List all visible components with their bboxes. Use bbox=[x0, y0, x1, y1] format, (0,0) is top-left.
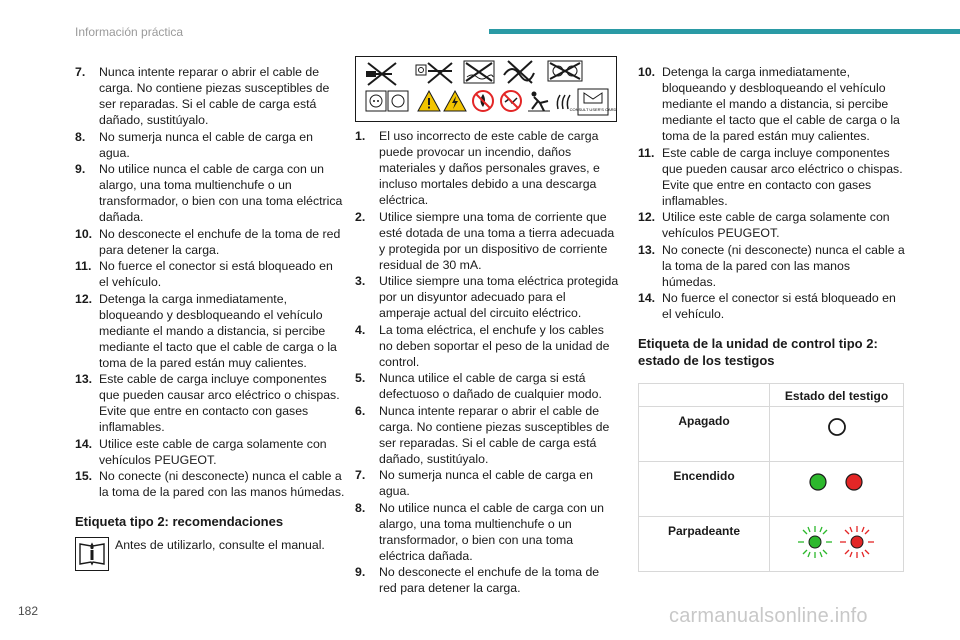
warning-list bbox=[355, 128, 620, 596]
manual-note bbox=[75, 537, 345, 571]
indicator-status-table bbox=[638, 383, 904, 572]
header-accent-bar bbox=[489, 29, 960, 34]
no-pulling-icon bbox=[504, 61, 534, 83]
item-text: No conecte (ni desconecte) nunca el cable a la toma de la pared con las manos húmedas. bbox=[662, 242, 905, 289]
item-number: 9. bbox=[75, 162, 86, 176]
item-number: 2. bbox=[355, 209, 366, 224]
list-item bbox=[355, 128, 620, 208]
item-number: 13. bbox=[75, 372, 93, 386]
status-icons bbox=[770, 517, 904, 572]
item-text: Detenga la carga inmediatamente, bloqueando y desbloqueando el vehículo mediante el mando a distancia, si percibe mediante el tacto que el cable de carga o la toma de la pared están muy calientes. bbox=[662, 65, 900, 143]
item-text: Utilice este cable de carga solamente con vehículos PEUGEOT. bbox=[662, 210, 890, 240]
status-label: Encendido bbox=[639, 462, 770, 517]
item-text: No sumerja nunca el cable de carga en agua. bbox=[379, 468, 593, 498]
item-number: 13. bbox=[638, 242, 656, 257]
column-left bbox=[75, 64, 345, 571]
red-blinking-indicator-icon bbox=[840, 526, 874, 558]
column-right bbox=[638, 64, 906, 572]
list-item bbox=[638, 242, 906, 290]
item-text: No conecte (ni desconecte) nunca el cable a la toma de la pared con las manos húmedas. bbox=[99, 469, 345, 499]
item-text: No fuerce el conector si está bloqueado en el vehículo. bbox=[662, 291, 896, 321]
hot-surface-icon bbox=[557, 95, 570, 109]
page-number: 182 bbox=[18, 604, 39, 618]
list-item bbox=[75, 436, 345, 468]
status-icons bbox=[770, 462, 904, 517]
table-header: Estado del testigo bbox=[770, 384, 904, 407]
watermark: carmanualsonline.info bbox=[669, 605, 868, 627]
list-item bbox=[355, 500, 620, 564]
item-text: Nunca utilice el cable de carga si está defectuoso o dañado de cualquier modo. bbox=[379, 371, 602, 401]
item-number: 15. bbox=[75, 469, 93, 483]
item-text: No fuerce el conector si está bloqueado en el vehículo. bbox=[99, 259, 333, 289]
item-number: 10. bbox=[75, 226, 93, 241]
item-text: El uso incorrecto de este cable de carga puede provocar un incendio, daños materiales y daños personales graves, e incluso mortales debido a una descarga eléctrica. bbox=[379, 129, 600, 207]
no-water-icon bbox=[464, 61, 494, 83]
column-middle bbox=[355, 128, 620, 597]
earthed-socket-icon bbox=[366, 91, 408, 111]
item-text: Utilice siempre una toma eléctrica protegida por un disyuntor adecuado para el amperaje actual del circuito eléctrico. bbox=[379, 274, 619, 320]
list-item bbox=[355, 209, 620, 273]
section-heading: Etiqueta tipo 2: recomendaciones bbox=[75, 514, 284, 529]
list-item bbox=[638, 145, 906, 209]
green-indicator-icon bbox=[810, 474, 826, 490]
list-item bbox=[75, 371, 345, 435]
item-number: 1. bbox=[355, 129, 366, 143]
green-blinking-indicator-icon bbox=[798, 526, 832, 558]
item-number: 3. bbox=[355, 274, 366, 288]
item-text: No desconecte el enchufe de la toma de red para detener la carga. bbox=[99, 226, 341, 257]
list-item bbox=[75, 161, 345, 225]
warning-triangle-icon bbox=[418, 91, 440, 111]
item-text: No desconecte el enchufe de la toma de red para detener la carga. bbox=[379, 565, 600, 595]
no-spark-icon bbox=[501, 91, 521, 111]
list-item bbox=[638, 290, 906, 322]
list-item bbox=[75, 64, 345, 128]
item-text: Este cable de carga incluye componentes que pueden causar arco eléctrico o chispas. Evite que entre en contacto con gases inflamables. bbox=[99, 372, 340, 434]
item-text: Nunca intente reparar o abrir el cable de carga. No contiene piezas susceptibles de ser reparadas. Si el cable de carga está dañado, sustitúyalo. bbox=[99, 65, 330, 127]
read-manual-icon bbox=[75, 537, 109, 571]
item-number: 4. bbox=[355, 322, 366, 337]
item-number: 14. bbox=[75, 436, 93, 451]
no-multi-socket-icon bbox=[416, 63, 452, 83]
table-row bbox=[639, 407, 904, 462]
list-item bbox=[75, 468, 345, 500]
table-header-row bbox=[639, 384, 904, 407]
list-item bbox=[638, 209, 906, 241]
item-number: 9. bbox=[355, 565, 366, 579]
item-text: Utilice siempre una toma de corriente que esté dotada de una toma a tierra adecuada y protegida por un dispositivo de corriente residual de 30 mA. bbox=[379, 209, 615, 272]
item-text: No utilice nunca el cable de carga con un alargo, una toma multienchufe o un transformador, o bien con una toma eléctrica dañada. bbox=[379, 500, 604, 563]
item-number: 8. bbox=[355, 500, 366, 515]
item-text: Utilice este cable de carga solamente con vehículos PEUGEOT. bbox=[99, 436, 327, 467]
electric-hazard-icon bbox=[444, 91, 466, 111]
list-item bbox=[75, 226, 345, 258]
table-row bbox=[639, 517, 904, 572]
table-row bbox=[639, 462, 904, 517]
list-item bbox=[355, 322, 620, 370]
item-number: 11. bbox=[638, 145, 655, 160]
item-text: No utilice nunca el cable de carga con un alargo, una toma multienchufe o un transformador, o bien con una toma eléctrica dañada. bbox=[99, 162, 343, 224]
list-item bbox=[355, 273, 620, 321]
off-indicator-icon bbox=[825, 415, 849, 439]
item-text: La toma eléctrica, el enchufe y los cables no deben soportar el peso de la unidad de control. bbox=[379, 322, 610, 369]
no-adapter-icon bbox=[366, 63, 396, 85]
item-number: 11. bbox=[75, 259, 92, 273]
item-text: Este cable de carga incluye componentes que pueden causar arco eléctrico o chispas. Evite que entre en contacto con gases inflamables. bbox=[662, 145, 903, 208]
no-damaged-plug-icon bbox=[548, 61, 582, 81]
table-header-empty bbox=[639, 384, 770, 407]
red-indicator-icon bbox=[846, 474, 862, 490]
status-icons bbox=[770, 407, 904, 462]
item-number: 8. bbox=[75, 129, 86, 144]
item-number: 5. bbox=[355, 371, 366, 385]
list-item bbox=[75, 258, 345, 290]
item-number: 12. bbox=[75, 291, 93, 306]
section-heading: Etiqueta de la unidad de control tipo 2: estado de los testigos bbox=[638, 336, 878, 368]
list-item bbox=[355, 370, 620, 402]
item-number: 14. bbox=[638, 291, 656, 305]
no-fire-icon bbox=[473, 91, 493, 111]
trip-hazard-icon bbox=[528, 92, 550, 112]
list-item bbox=[355, 403, 620, 467]
status-label: Apagado bbox=[639, 407, 770, 462]
list-item bbox=[355, 564, 620, 596]
item-text: Detenga la carga inmediatamente, bloqueando y desbloqueando el vehículo mediante el mando a distancia, si percibe mediante el tacto que el cable de carga o la toma de la pared están muy calientes. bbox=[99, 291, 337, 370]
consult-card-icon bbox=[570, 89, 616, 115]
warning-list-continued bbox=[638, 64, 906, 322]
list-item bbox=[75, 129, 345, 161]
list-item bbox=[355, 467, 620, 499]
item-number: 6. bbox=[355, 403, 366, 418]
note-text: Antes de utilizarlo, consulte el manual. bbox=[115, 538, 325, 552]
section-title: Información práctica bbox=[75, 25, 184, 39]
item-number: 10. bbox=[638, 65, 656, 79]
consult-card-caption: CONSULT USER'S CARD bbox=[569, 107, 616, 112]
list-item bbox=[638, 64, 906, 144]
recommendation-list bbox=[75, 64, 345, 500]
status-label: Parpadeante bbox=[639, 517, 770, 572]
item-number: 7. bbox=[355, 468, 366, 482]
item-text: No sumerja nunca el cable de carga en agua. bbox=[99, 129, 313, 160]
list-item bbox=[75, 291, 345, 371]
warning-label-pictograms bbox=[355, 56, 617, 122]
item-text: Nunca intente reparar o abrir el cable de carga. No contiene piezas susceptibles de ser reparadas. Si el cable de carga está dañado, sustitúyalo. bbox=[379, 403, 610, 466]
item-number: 7. bbox=[75, 65, 86, 79]
item-number: 12. bbox=[638, 210, 656, 224]
